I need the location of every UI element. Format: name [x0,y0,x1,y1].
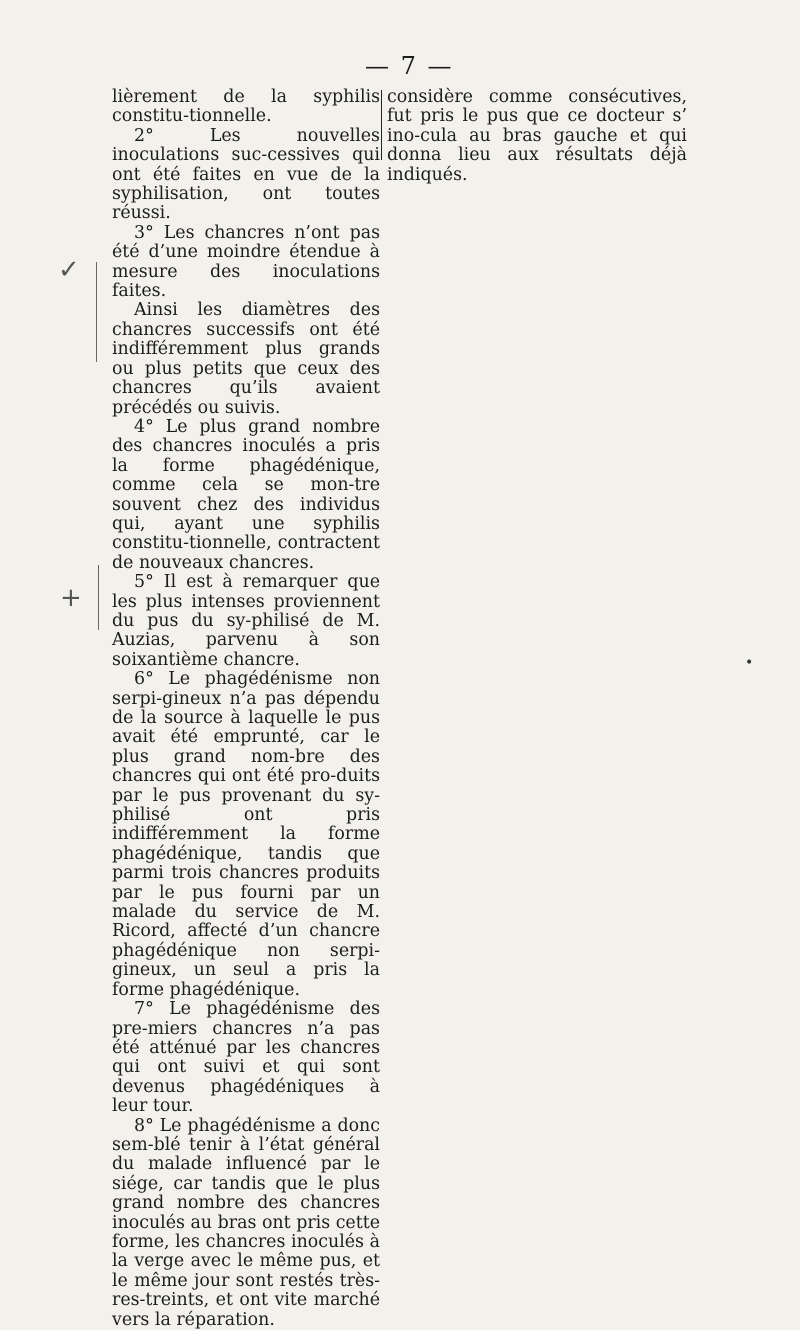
column-divider [381,90,382,160]
margin-check-mark: ✓ [58,255,80,285]
paragraph-3: 3° Les chancres n’ont pas été d’une moindre étendue à mesure des inoculations faites. [112,222,380,302]
paragraph-8: 8° Le phagédénisme a donc sem-blé tenir à l’état général du malade influencé par le siége, car tandis que le plus grand nombre des chancres inoculés au bras ont pris cette forme, les chancres inoculés à la verge avec le même pus, et le même jour sont restés très-res-treints, et ont vite marché vers la réparation. [112,1115,380,1330]
paragraph-5: 5° Il est à remarquer que les plus intenses proviennent du pus du sy-philisé de M. Auzias, parvenu à son soixantième chancre. [112,572,380,670]
paragraph-7: 7° Le phagédénisme des pre-miers chancres n’a pas été atténué par les chancres qui ont suivi et qui sont devenus phagédéniques à leur tour. [112,999,380,1117]
paragraph-ainsi: Ainsi les diamètres des chancres successifs ont été indifféremment plus grands ou plus petits que ceux des chancres qu’ils avaient précédés ou suivis. [112,300,380,418]
right-column [387,88,687,185]
margin-cross-mark: + [60,583,82,613]
ink-speck: • [745,655,754,671]
margin-bracket-line [98,565,99,630]
left-column [112,88,380,1330]
page-number: — 7 — [365,52,454,80]
paragraph-2: 2° Les nouvelles inoculations suc-cessives qui ont été faites en vue de la syphilisation, ont toutes réussi. [112,125,380,224]
paragraph-4: 4° Le plus grand nombre des chancres inoculés a pris la forme phagédénique, comme cela se mon-tre souvent chez des individus qui, ayant une syphilis constitu-tionnelle, contractent de nouveaux chancres. [112,416,380,573]
margin-bracket-line [96,262,97,362]
paragraph-continuation: lièrement de la syphilis constitu-tionnelle. [112,87,380,127]
paragraph-6: 6° Le phagédénisme non serpi-gineux n’a pas dépendu de la source à laquelle le pus avait été emprunté, car le plus grand nom-bre des chancres qui ont été pro-duits par le pus provenant du sy-philisé ont pris indifféremment la forme phagédénique, tandis que parmi trois chancres produits par le pus fourni par un malade du service de M. Ricord, affecté d’un chancre phagédénique non serpi-gineux, un seul a pris la forme phagédénique. [112,669,380,1000]
right-paragraph: considère comme consécutives, fut pris le pus que ce docteur s’ ino-cula au bras gauche et qui donna lieu aux résultats déjà indiqués. [387,87,687,185]
